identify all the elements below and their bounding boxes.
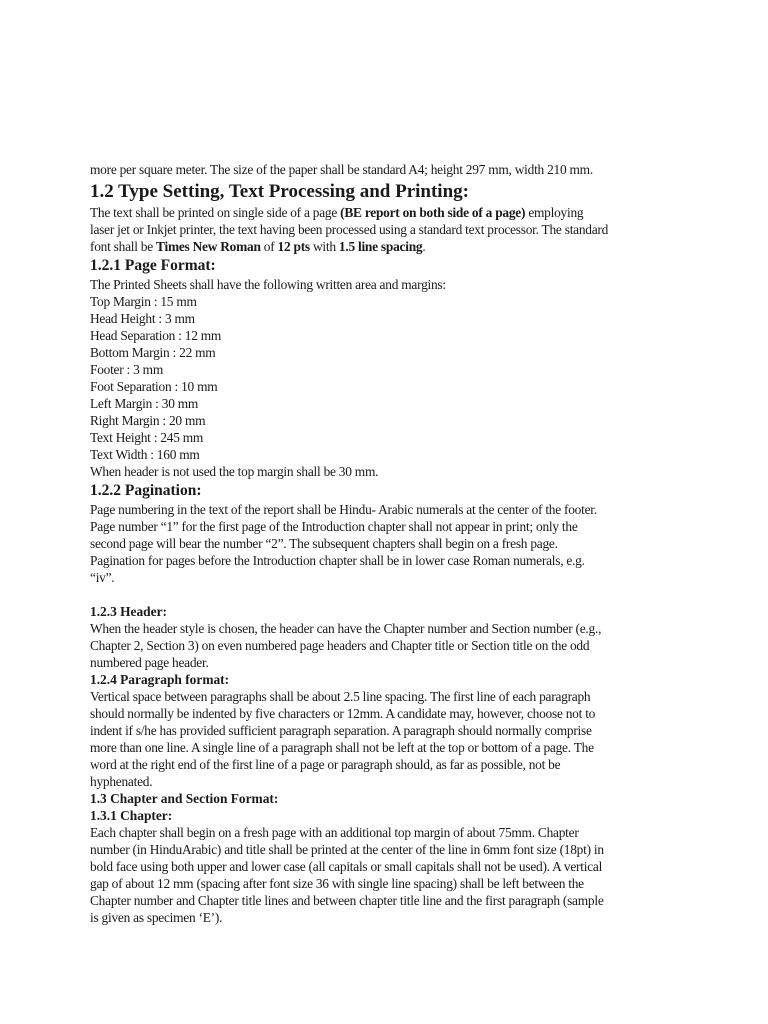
section-1-2-4-heading: 1.2.4 Paragraph format: — [90, 672, 230, 687]
pagination-paragraph — [90, 501, 690, 586]
bold-text-run: (BE report on both side of a page) — [340, 205, 526, 220]
page-format-intro: The Printed Sheets shall have the following written area and margins: — [90, 277, 446, 292]
paragraph-line: more than one line. A single line of a paragraph shall not be left at the top or bottom of a page. The — [90, 740, 594, 755]
intro-line: more per square meter. The size of the paper shall be standard A4; height 297 mm, width 210 mm. — [90, 162, 593, 177]
paragraph-line: “iv”. — [90, 570, 115, 585]
document-page — [90, 161, 690, 926]
paragraph-line: Chapter number and Chapter title lines and between chapter title line and the first paragraph (sample — [90, 893, 604, 908]
paragraph-format-paragraph — [90, 688, 690, 790]
margin-item: Head Separation : 12 mm — [90, 328, 222, 343]
chapter-paragraph — [90, 824, 690, 926]
paragraph-line: number (in HinduArabic) and title shall be printed at the center of the line in 6mm font size (18pt) in — [90, 842, 604, 857]
blank-line — [90, 586, 690, 603]
paragraph-line: laser jet or Inkjet printer, the text having been processed using a standard text processor. The standard — [90, 222, 609, 237]
section-1-3-heading: 1.3 Chapter and Section Format: — [90, 791, 279, 806]
paragraph-line: indent if s/he has provided sufficient paragraph separation. A paragraph should normally comprise — [90, 723, 592, 738]
text-run: . — [422, 239, 426, 254]
margin-item: Footer : 3 mm — [90, 362, 164, 377]
section-1-2-paragraph — [90, 204, 690, 255]
section-1-2-heading: 1.2 Type Setting, Text Processing and Printing: — [90, 181, 469, 202]
margin-item: Foot Separation : 10 mm — [90, 379, 218, 394]
bold-text-run: 12 pts — [277, 239, 310, 254]
paragraph-line: is given as specimen ‘E’). — [90, 910, 223, 925]
margin-item: Bottom Margin : 22 mm — [90, 345, 216, 360]
paragraph-line: Chapter 2, Section 3) on even numbered page headers and Chapter title or Section title on the odd — [90, 638, 590, 653]
text-run: of — [260, 239, 278, 254]
header-note: When header is not used the top margin shall be 30 mm. — [90, 464, 379, 479]
paragraph-line: Page numbering in the text of the report shall be Hindu- Arabic numerals at the center of the footer. — [90, 502, 597, 517]
bold-text-run: 1.5 line spacing — [338, 239, 423, 254]
paragraph-line: should normally be indented by five characters or 12mm. A candidate may, however, choose not to — [90, 706, 596, 721]
text-run: font shall be — [90, 239, 157, 254]
margin-item: Head Height : 3 mm — [90, 311, 195, 326]
margin-item: Left Margin : 30 mm — [90, 396, 199, 411]
section-1-3-1-heading: 1.3.1 Chapter: — [90, 808, 173, 823]
header-paragraph — [90, 620, 690, 671]
paragraph-line: Pagination for pages before the Introduction chapter shall be in lower case Roman numerals, e.g. — [90, 553, 585, 568]
section-1-2-1-heading: 1.2.1 Page Format: — [90, 257, 216, 274]
paragraph-line: Each chapter shall begin on a fresh page with an additional top margin of about 75mm. Chapter — [90, 825, 579, 840]
margin-item: Text Height : 245 mm — [90, 430, 204, 445]
paragraph-line: bold face using both upper and lower case (all capitals or small capitals shall not be used). A vertical — [90, 859, 603, 874]
margin-list — [90, 293, 690, 463]
paragraph-line: Page number “1” for the first page of the Introduction chapter shall not appear in print; only the — [90, 519, 578, 534]
paragraph-line: hyphenated. — [90, 774, 153, 789]
paragraph-line: Vertical space between paragraphs shall be about 2.5 line spacing. The first line of each paragraph — [90, 689, 591, 704]
section-1-2-2-heading: 1.2.2 Pagination: — [90, 482, 202, 499]
paragraph-line: word at the right end of the first line of a page or paragraph should, as far as possible, not be — [90, 757, 561, 772]
section-1-2-3-heading: 1.2.3 Header: — [90, 604, 167, 619]
paragraph-line: numbered page header. — [90, 655, 209, 670]
text-run: with — [309, 239, 339, 254]
text-run: The text shall be printed on single side of a page — [90, 205, 341, 220]
paragraph-line — [90, 238, 690, 255]
margin-item: Text Width : 160 mm — [90, 447, 200, 462]
margin-item: Top Margin : 15 mm — [90, 294, 197, 309]
margin-item: Right Margin : 20 mm — [90, 413, 206, 428]
paragraph-line — [90, 204, 690, 221]
paragraph-line: gap of about 12 mm (spacing after font size 36 with single line spacing) shall be left between the — [90, 876, 584, 891]
text-run: employing — [525, 205, 584, 220]
paragraph-line: second page will bear the number “2”. The subsequent chapters shall begin on a fresh page. — [90, 536, 558, 551]
bold-text-run: Times New Roman — [156, 239, 261, 254]
paragraph-line: When the header style is chosen, the header can have the Chapter number and Section number (e.g., — [90, 621, 602, 636]
